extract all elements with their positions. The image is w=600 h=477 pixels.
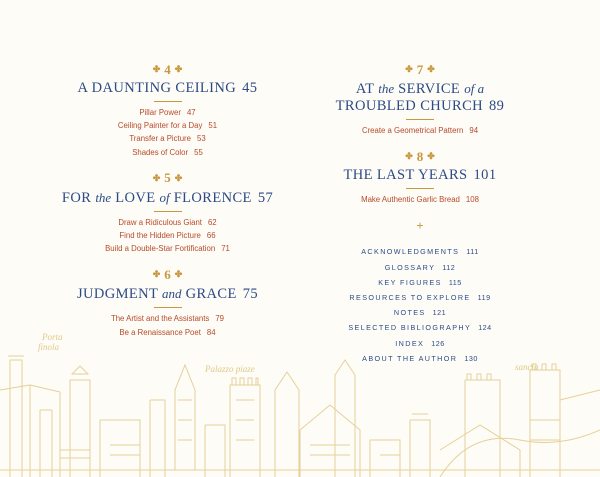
activity-item: Make Authentic Garlic Bread 108	[361, 195, 479, 205]
fleur-ornament-icon: ✤	[405, 151, 413, 162]
chapter-number: ✤ 8 ✤	[405, 148, 435, 164]
chapter-title: AT the SERVICE of a TROUBLED CHURCH 89	[335, 81, 505, 114]
divider	[154, 211, 182, 212]
chapter-page: 45	[242, 80, 258, 96]
activity-item: Ceiling Painter for a Day 51	[117, 121, 218, 131]
fleur-ornament-icon: ✤	[152, 269, 161, 280]
chapter-5	[60, 171, 275, 256]
chapter-title: THE LAST YEARS 101	[343, 167, 497, 184]
chapter-6	[60, 267, 275, 338]
activity-item: Be a Renaissance Poet 84	[119, 327, 216, 337]
chapter-number: ✤ 7 ✤	[405, 61, 435, 77]
florence-skyline-illustration	[0, 330, 600, 477]
fleur-ornament-icon: ✤	[405, 64, 413, 74]
activity-item: Find the Hidden Picture 66	[119, 231, 216, 241]
fleur-ornament-icon: ✤	[427, 151, 435, 162]
chapter-page: 57	[257, 189, 274, 206]
sketch-label: Palazzo piaze	[205, 364, 255, 374]
activity-item: Draw a Ridiculous Giant 62	[118, 217, 217, 227]
sketch-label: Porta	[42, 332, 63, 342]
toc-left-column	[60, 62, 275, 351]
activity-item: Shades of Color 55	[132, 147, 203, 157]
cross-ornament-icon: +	[416, 218, 424, 234]
fleur-ornament-icon: ✤	[174, 269, 183, 280]
chapter-title: A DAUNTING CEILING 45	[77, 80, 258, 96]
chapter-number: ✤ 4 ✤	[152, 61, 183, 77]
chapter-page: 101	[473, 167, 497, 184]
back-matter-item: ABOUT THE AUTHOR 130	[362, 353, 478, 363]
chapter-number: ✤ 5 ✤	[152, 170, 183, 186]
sketch-label: finola	[38, 342, 60, 352]
fleur-ornament-icon: ✤	[174, 64, 183, 74]
sketch-label: sancta	[515, 362, 539, 372]
chapter-4	[60, 62, 275, 159]
divider	[154, 101, 182, 102]
back-matter-item: KEY FIGURES 115	[378, 277, 462, 287]
chapter-title: JUDGMENT and GRACE 75	[76, 286, 259, 303]
divider	[406, 119, 434, 120]
chapter-number: ✤ 6 ✤	[152, 266, 183, 282]
activity-item: Transfer a Picture 53	[129, 134, 206, 144]
back-matter-item: SELECTED BIBLIOGRAPHY 124	[348, 323, 492, 333]
activity-item: Create a Geometrical Pattern 94	[361, 126, 479, 135]
toc-right-column	[320, 62, 520, 366]
back-matter-item: INDEX 126	[395, 338, 445, 348]
fleur-ornament-icon: ✤	[152, 64, 161, 74]
divider	[406, 188, 434, 189]
fleur-ornament-icon: ✤	[427, 64, 435, 74]
activity-item: Build a Double-Star Fortification 71	[105, 244, 230, 254]
back-matter-item: GLOSSARY 112	[384, 262, 456, 272]
chapter-8	[320, 149, 520, 206]
back-matter-item: NOTES 121	[393, 308, 447, 318]
fleur-ornament-icon: ✤	[174, 172, 183, 183]
chapter-page: 75	[242, 286, 259, 303]
divider	[154, 307, 182, 308]
activity-item: The Artist and the Assistants 79	[110, 314, 225, 324]
back-matter-item: ACKNOWLEDGMENTS 111	[361, 247, 479, 257]
back-matter-item: RESOURCES TO EXPLORE 119	[349, 293, 491, 303]
chapter-page: 89	[489, 98, 505, 114]
chapter-7	[320, 62, 520, 137]
activity-item: Pillar Power 47	[139, 108, 196, 117]
chapter-title: FOR the LOVE of FLORENCE 57	[61, 189, 274, 206]
fleur-ornament-icon: ✤	[152, 172, 161, 183]
